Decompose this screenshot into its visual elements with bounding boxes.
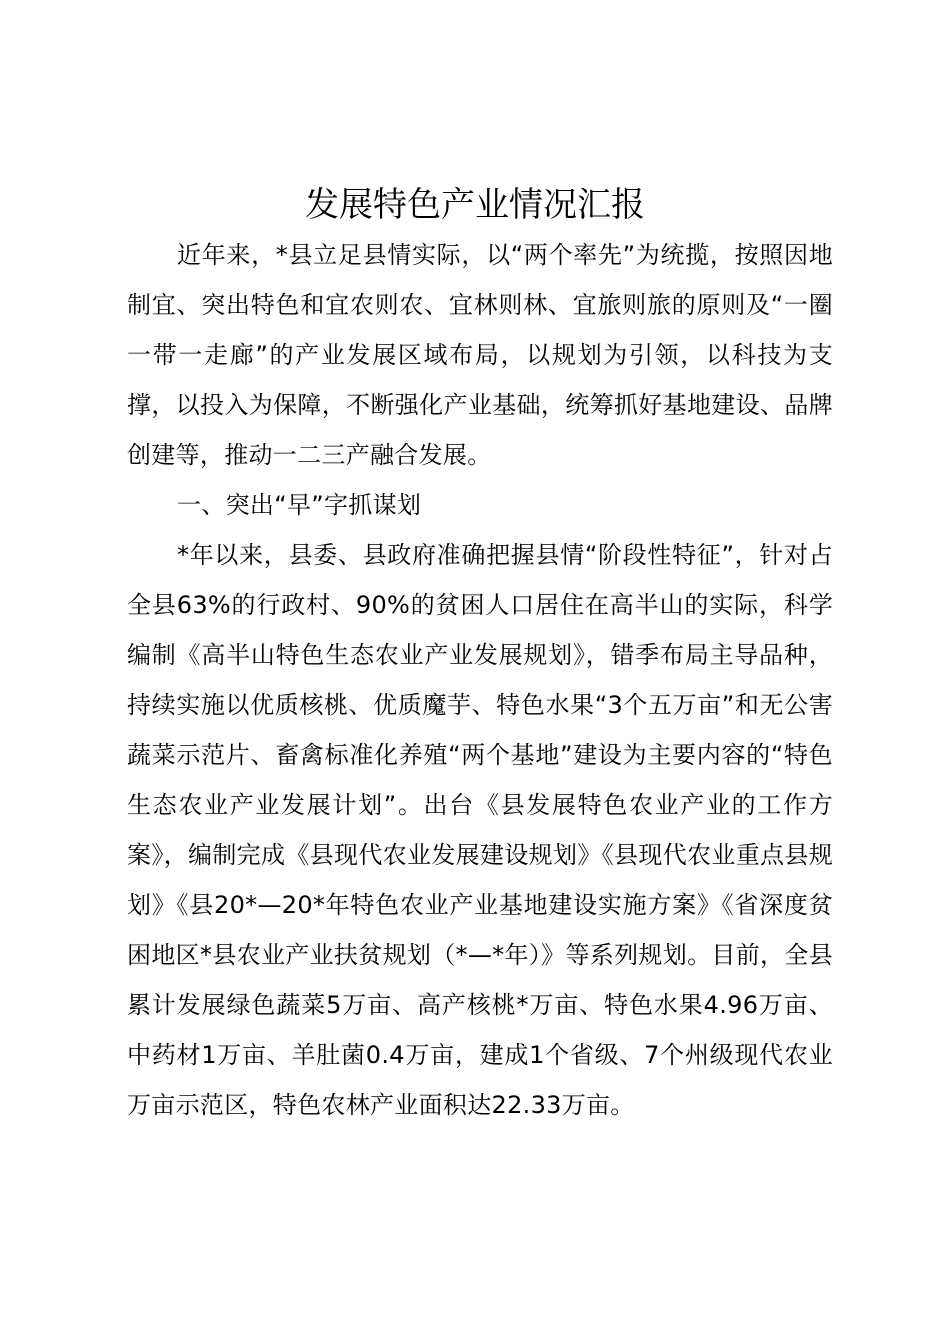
paragraph-intro: 近年来，*县立足县情实际，以“两个率先”为统揽，按照因地制宜、突出特色和宜农则农、宜林则林、宜旅则旅的原则及“一圈一带一走廊”的产业发展区域布局，以规划为引领，以科技为支撑，以投入为保障，不断强化产业基础，统筹抓好基地建设、品牌创建等，推动一二三产融合发展。 [127, 241, 833, 469]
section-heading-1: 一、突出“早”字抓谋划 [177, 491, 422, 519]
document-title: 发展特色产业情况汇报 [305, 185, 645, 225]
paragraph-section-1: *年以来，县委、县政府准确把握县情“阶段性特征”，针对占全县63%的行政村、90%的贫困人口居住在高半山的实际，科学编制《高半山特色生态农业产业发展规划》，错季布局主导品种，持续实施以优质核桃、优质魔芋、特色水果“3个五万亩”和无公害蔬菜示范片、畜禽标准化养殖“两个基地”建设为主要内容的“特色生态农业产业发展计划”。出台《县发展特色农业产业的工作方案》，编制完成《县现代农业发展建设规划》《县现代农业重点县规划》《县20*—20*年特色农业产业基地建设实施方案》《省深度贫困地区*县农业产业扶贫规划（*—*年）》等系列规划。目前，全县累计发展绿色蔬菜5万亩、高产核桃*万亩、特色水果4.96万亩、中药材1万亩、羊肚菌0.4万亩，建成1个省级、7个州级现代农业万亩示范区，特色农林产业面积达22.33万亩。 [127, 541, 833, 1119]
